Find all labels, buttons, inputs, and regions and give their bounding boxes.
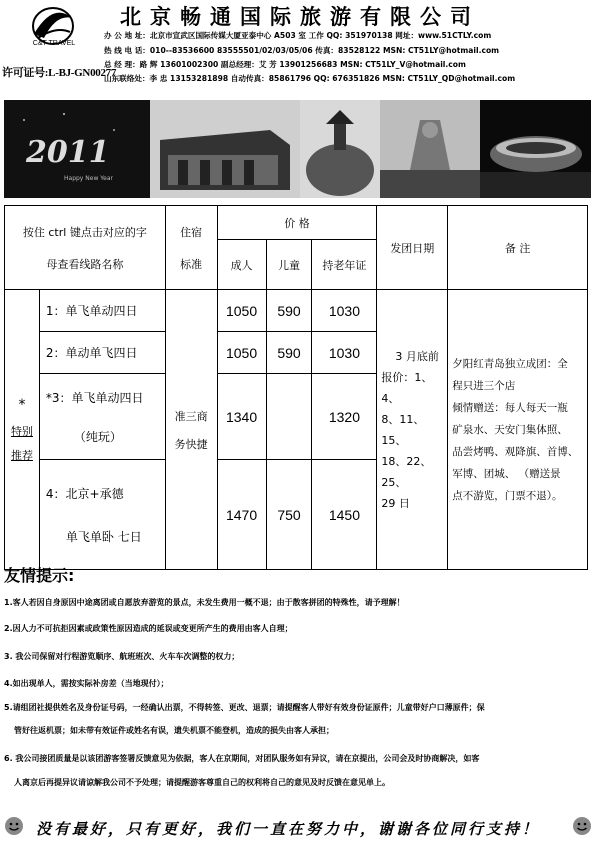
date-line: 18、22、25、 xyxy=(381,454,432,489)
child-price: 590 xyxy=(266,290,312,332)
route-name: *3：单飞单动四日 xyxy=(45,390,144,405)
senior-price: 1030 xyxy=(312,332,377,374)
route-header-cell xyxy=(5,206,166,290)
new-year-photo xyxy=(4,100,150,198)
footer-slogan: 没有最好，只有更好，我们一直在努力中，谢谢各位同行支持！ xyxy=(36,820,541,838)
child-price: 590 xyxy=(266,332,312,374)
tip-item: 管好往返机票；如未带有效证件或姓名有误，遗失机票不能登机，造成的损失由客人承担； xyxy=(14,726,334,735)
monument-photo xyxy=(380,100,480,198)
senior-price: 1450 xyxy=(312,460,377,570)
tip-item: 5.请组团社提供姓名及身份证号码，一经确认出票，不得转签、更改、退票；请提醒客人带好有效身份证原件；儿童带好户口薄原件；保 xyxy=(4,703,485,712)
note-line: 夕阳红青岛独立成团：全 xyxy=(452,357,568,370)
route-name-extra: 单飞单卧 七日 xyxy=(65,529,142,544)
date-line: 报价：1、4、 xyxy=(381,370,433,405)
building-photo xyxy=(150,100,300,198)
featured-label-cell xyxy=(5,290,40,570)
stay-header-cell xyxy=(165,206,217,290)
tips-title: 友情提示: xyxy=(4,566,75,585)
tip-item: 1.客人若因自身原因中途离团或自愿放弃游览的景点，未发生费用一概不退；由于散客拼团的特殊性，请予理解！ xyxy=(4,598,405,607)
tip-item: 人离京后再提异议请谅解我公司不予处理；请提醒游客尊重自己的权利将自己的意见及时反馈在意见单上。 xyxy=(14,778,390,787)
route-name[interactable]: 2：单动单飞四日 xyxy=(39,332,165,374)
child-header: 儿童 xyxy=(266,240,312,290)
stay-standard-1: 准三商 xyxy=(174,409,208,423)
pagoda-photo xyxy=(300,100,380,198)
adult-price: 1050 xyxy=(217,332,266,374)
date-line: 3 月底前 xyxy=(395,349,439,363)
footer xyxy=(0,812,595,842)
stay-standard-cell xyxy=(165,290,217,570)
tip-item: 3. 我公司保留对行程游览顺序、航班班次、火车车次调整的权力； xyxy=(4,652,240,661)
smiley-icon xyxy=(4,816,24,836)
route-name[interactable]: 1：单飞单动四日 xyxy=(39,290,165,332)
route-name-cell[interactable] xyxy=(39,460,165,570)
company-name: 北京畅通国际旅游有限公司 xyxy=(120,4,480,29)
adult-header: 成人 xyxy=(217,240,266,290)
date-line: 29 日 xyxy=(381,496,410,510)
smiley-icon xyxy=(572,816,592,836)
birds-nest-photo xyxy=(480,100,591,198)
stay-header-line2: 标准 xyxy=(180,257,203,271)
senior-price: 1320 xyxy=(312,374,377,460)
letterhead xyxy=(0,0,595,100)
contact-shandong: 山东联络处：李 忠 13153281898 自动传真：85861796 QQ: 676351826 MSN: CT51LY_QD@hotmail.com xyxy=(104,74,516,83)
child-price xyxy=(266,374,312,460)
adult-price: 1470 xyxy=(217,460,266,570)
route-name: 4：北京+承德 xyxy=(45,486,124,501)
child-price: 750 xyxy=(266,460,312,570)
logo-text: C&T TRAVEL xyxy=(32,40,76,47)
route-price-table xyxy=(4,205,588,570)
contact-hotline: 热 线 电 话：010--83536600 83555501/02/03/05/06 传真：83528122 MSN: CT51LY@hotmail.com xyxy=(104,46,500,55)
tip-item: 2.因人力不可抗拒因素或政策性原因造成的延误或变更所产生的费用由客人自理； xyxy=(4,624,293,633)
adult-price: 1340 xyxy=(217,374,266,460)
date-header: 发团日期 xyxy=(377,206,448,290)
contact-manager: 总 经 理：路 辉 13601002300 副总经理：艾 芳 13901256683 MSN: CT51LY_V@hotmail.com xyxy=(104,60,466,69)
senior-header: 持老年证 xyxy=(312,240,377,290)
photo-banner xyxy=(4,100,591,198)
date-line: 8、11、15、 xyxy=(381,412,425,447)
year-text: 2011 xyxy=(26,135,110,170)
price-header: 价 格 xyxy=(217,206,377,240)
note-header: 备 注 xyxy=(448,206,588,290)
departure-dates xyxy=(377,290,448,570)
senior-price: 1030 xyxy=(312,290,377,332)
featured-star: * xyxy=(18,396,26,413)
featured-label-1: 特别 xyxy=(10,424,33,438)
note-line: 程只进三个店 xyxy=(452,379,516,392)
note-line: 品尝烤鸭、观降旗、首博、 xyxy=(452,445,579,458)
tip-item: 6. 我公司接团质量是以该团游客签署反馈意见为依据，客人在京期间，对团队服务如有异议，请在京提出，公司会及时协商解决，如客 xyxy=(4,754,480,763)
route-header-line2: 母查看线路名称 xyxy=(46,257,124,271)
note-line: 矿泉水、天安门集体照、 xyxy=(452,423,568,436)
tip-item: 4.如出现单人，需按实际补房差（当地现付）； xyxy=(4,679,169,688)
route-name-extra: （纯玩） xyxy=(73,429,122,444)
note-line: 军博、团城、 （赠送景 xyxy=(452,467,561,480)
note-line: 倾情赠送：每人每天一瓶 xyxy=(452,401,568,414)
stay-standard-2: 务快捷 xyxy=(174,437,208,451)
note-line: 点不游览，门票不退）。 xyxy=(452,489,563,502)
route-name-cell[interactable] xyxy=(39,374,165,460)
new-year-subtext: Happy New Year xyxy=(64,175,113,182)
company-logo-icon xyxy=(26,4,80,58)
permit-number: 许可证号:L-BJ-GN00277 xyxy=(2,67,117,79)
adult-price: 1050 xyxy=(217,290,266,332)
featured-label-2: 推荐 xyxy=(10,448,33,462)
stay-header-line1: 住宿 xyxy=(180,225,203,239)
contact-address: 办 公 地 址：北京市宣武区国际传媒大厦亚泰中心 A503 室 工作 QQ: 351970138 网址：www.51CTLY.com xyxy=(104,31,492,40)
table-row xyxy=(5,290,588,332)
route-header-line1: 按住 ctrl 键点击对应的字 xyxy=(22,225,147,239)
remarks xyxy=(448,290,588,570)
